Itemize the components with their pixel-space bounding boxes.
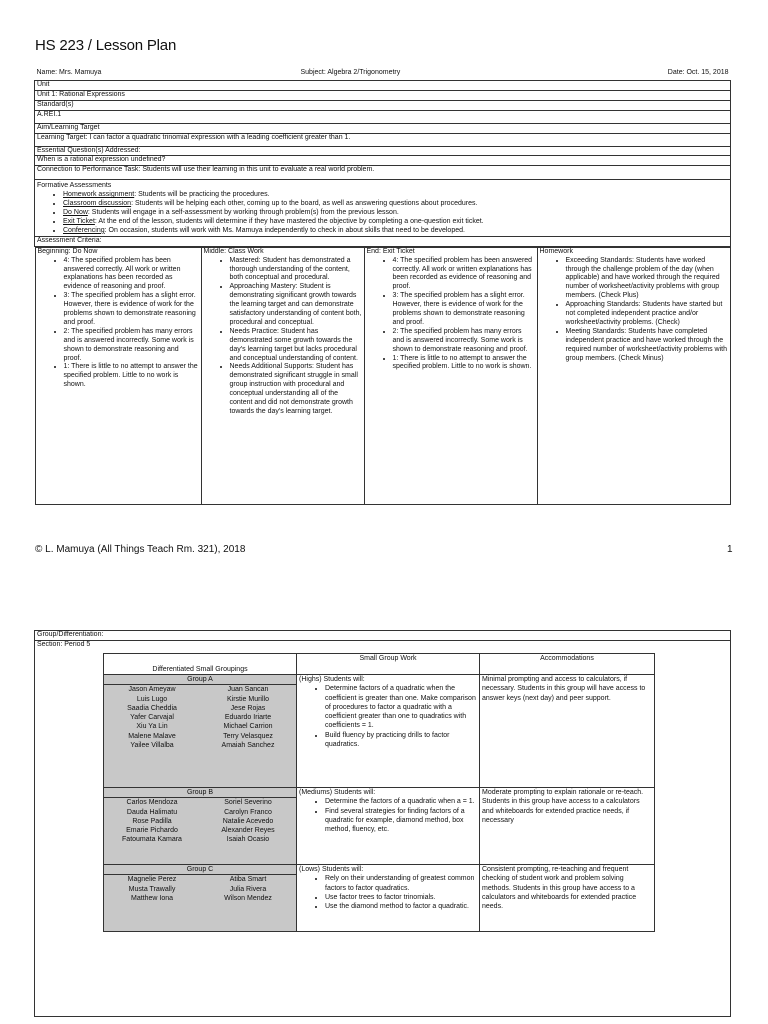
- group-a-work: [297, 675, 480, 788]
- student-name: Alexander Reyes: [221, 827, 275, 835]
- group-members: [104, 875, 296, 903]
- unit-label: Unit: [35, 80, 731, 90]
- student-name: Julia Rivera: [229, 885, 267, 893]
- list-item: • 4: The specified problem has been answered correctly. All work or written explanations has been recorded as evidence of reasoning and proof.: [64, 257, 199, 293]
- formative-list: [37, 191, 728, 236]
- group-members: [104, 798, 296, 844]
- group-members: [104, 685, 296, 750]
- formative-key: Do Now: [63, 209, 88, 217]
- formative-key: Classroom discussion: [63, 200, 132, 208]
- group-b-accommodations: Moderate prompting to explain rationale or re-teach. Students in this group have access to a calculators and whiteboards for extended practice needs, if necessary: [480, 788, 655, 865]
- lesson-plan-table: [34, 67, 731, 505]
- connection: [35, 166, 731, 180]
- formative-text: : Students will be practicing the procedures.: [134, 191, 270, 199]
- standards-value: A.REI.1: [35, 110, 731, 123]
- group-c-cell: [104, 865, 297, 932]
- list-item: • 1: There is little to no attempt to answer the specified problem. Little to no work is shown.: [64, 363, 199, 390]
- student-name: Kirstie Murillo: [226, 695, 269, 703]
- student-name: Carolyn Franco: [224, 808, 272, 816]
- subject: Subject: Algebra 2/Trigonometry: [299, 67, 623, 80]
- list-item: • Needs Practice: Student has demonstrated some growth towards the day's learning target but lacks procedural and conceptual understanding of content.: [230, 328, 362, 364]
- student-name: Michael Carrion: [223, 723, 273, 731]
- formative-text: : On occasion, students will work with Ms. Mamuya independently to check in about skills that need to be developed.: [104, 226, 465, 234]
- student-name: Matthew Iona: [130, 894, 174, 902]
- criteria-beginning: [35, 247, 201, 504]
- student-name: Luis Lugo: [136, 695, 168, 703]
- list-item: • Build fluency by practicing drills to factor quadratics.: [325, 731, 477, 750]
- criteria-end: [364, 247, 537, 504]
- student-name: Dauda Halimatu: [126, 808, 178, 816]
- col-groupings: Differentiated Small Groupings: [104, 654, 297, 675]
- unit-value: Unit 1: Rational Expressions: [35, 90, 731, 100]
- essential-value: When is a rational expression undefined?: [35, 156, 731, 166]
- section-label: Section: Period 5: [35, 640, 731, 1016]
- group-a-cell: [104, 675, 297, 788]
- aim-label: Aim/Learning Target: [35, 123, 731, 133]
- student-name: Isaiah Ocasio: [226, 836, 270, 844]
- list-item: [63, 218, 728, 227]
- list-item: • Rely on their understanding of greatest common factors to factor quadratics.: [325, 874, 477, 893]
- student-name: Fatoumata Kamara: [122, 836, 182, 844]
- student-name: Amaiah Sanchez: [221, 742, 275, 750]
- group-name: Group A: [104, 675, 296, 685]
- page-number: 1: [727, 544, 733, 555]
- student-name: Musta Trawally: [128, 885, 176, 893]
- group-name: Group B: [104, 788, 296, 798]
- essential-label: Essential Question(s) Addressed:: [35, 146, 731, 156]
- list-item: • 3: The specified problem has a slight error. However, there is evidence of work for the problems shown to demonstrate reasoning and proof.: [64, 292, 199, 328]
- list-item: • 1: There is little to no attempt to answer the specified problem. Little to no work is shown.: [393, 355, 535, 373]
- copyright-footer: © L. Mamuya (All Things Teach Rm. 321), 2018: [35, 544, 246, 555]
- student-name: Yailee Villalba: [130, 742, 174, 750]
- student-name: Wilson Mendez: [224, 894, 272, 902]
- group-c-work: [297, 865, 480, 932]
- date: Date: Oct. 15, 2018: [623, 67, 731, 80]
- formative-label: Formative Assessments: [37, 182, 112, 190]
- formative-key: Homework assignment: [63, 191, 135, 199]
- list-item: • Use factor trees to factor trinomials.: [325, 893, 477, 902]
- criteria-homework: [537, 247, 730, 504]
- list-item: [63, 227, 728, 236]
- list-item: • Needs Additional Supports: Student has demonstrated significant struggle in small group instruction with procedural and conceptual understanding all of the content and did not demonstrate growth towards the day's learning target.: [230, 363, 362, 416]
- list-item: [63, 209, 728, 218]
- list-item: • Determine factors of a quadratic when the coefficient is greater than one. Make comparison of procedures to factor a quadratic with a coefficient greater than one to quadratics with coefficients = 1.: [325, 684, 477, 730]
- student-name: Soriel Severino: [224, 799, 272, 807]
- work-head: (Mediums) Students will:: [299, 789, 376, 796]
- connection-text: Students will use their learning in this unit to evaluate a real world problem.: [140, 166, 375, 174]
- student-name: Magnelie Perez: [127, 876, 177, 884]
- criteria-label: Assessment Criteria:: [35, 236, 731, 246]
- group-label: Group/Differentiation:: [35, 631, 731, 641]
- student-name: Atiba Smart: [229, 876, 267, 884]
- col-work: Small Group Work: [297, 654, 480, 675]
- student-name: Rose Padilla: [132, 817, 172, 825]
- criteria-head: Beginning: Do Now: [37, 247, 98, 255]
- list-item: • 3: The specified problem has a slight error. However, there is evidence of work for the problems shown to demonstrate reasoning and proof.: [393, 292, 535, 328]
- criteria-head: End: Exit Ticket: [366, 247, 415, 255]
- student-name: Natalie Acevedo: [222, 817, 274, 825]
- group-a-accommodations: Minimal prompting and access to calculators, if necessary. Students in this group will have access to answer keys (next day) and peer support.: [480, 675, 655, 788]
- formative-text: : At the end of the lesson, students will determine if they have mastered the objective by completing a one-question exit ticket.: [94, 217, 484, 225]
- criteria-head: Middle: Class Work: [203, 247, 264, 255]
- work-head: (Highs) Students will:: [299, 676, 365, 683]
- student-name: Xiu Ya Lin: [136, 723, 168, 731]
- col-accommodations: Accommodations: [480, 654, 655, 675]
- list-item: • 2: The specified problem has many errors and is answered incorrectly. Some work is shown to demonstrate reasoning and proof.: [393, 328, 535, 355]
- standards-label: Standard(s): [35, 100, 731, 110]
- criteria-middle: [201, 247, 364, 504]
- list-item: [63, 200, 728, 209]
- student-name: Yafer Carvajal: [130, 714, 174, 722]
- work-head: (Lows) Students will:: [299, 866, 364, 873]
- teacher-name: Name: Mrs. Mamuya: [35, 67, 299, 80]
- list-item: • Use the diamond method to factor a quadratic.: [325, 902, 477, 911]
- list-item: • 2: The specified problem has many errors and is answered incorrectly. Some work is shown to demonstrate reasoning and proof.: [64, 328, 199, 364]
- student-name: Eduardo Iriarte: [224, 714, 272, 722]
- student-name: Terry Velasquez: [223, 732, 273, 740]
- formative-key: Conferencing: [63, 226, 105, 234]
- criteria-head: Homework: [539, 247, 573, 255]
- page-title: HS 223 / Lesson Plan: [35, 37, 177, 54]
- group-name: Group C: [104, 865, 296, 875]
- group-b-work: [297, 788, 480, 865]
- list-item: • Determine the factors of a quadratic when a = 1.: [325, 797, 477, 806]
- list-item: • Approaching Mastery: Student is demonstrating significant growth towards the learning target and can demonstrate satisfactory understanding of content both, procedural and conceptual.: [230, 283, 362, 328]
- student-name: Jason Ameyaw: [128, 686, 176, 694]
- list-item: • Mastered: Student has demonstrated a thorough understanding of the content, both conceptual and procedural.: [230, 257, 362, 284]
- student-name: Juan Sancan: [227, 686, 269, 694]
- groupings-table: [103, 653, 655, 932]
- list-item: • Exceeding Standards: Students have worked through the challenge problem of the day (when applicable) and have worked through the required number of worksheet/activity problems with group members. (Check Plus): [566, 257, 728, 302]
- criteria-table: [35, 247, 731, 505]
- formative-text: : Students will engage in a self-assessment by working through problem(s) from the previous lesson.: [87, 209, 399, 217]
- group-c-accommodations: Consistent prompting, re-teaching and frequent checking of student work and problem solving methods. Students in this group have access to a calculators and whiteboards for extended practice needs.: [480, 865, 655, 932]
- list-item: [63, 191, 728, 200]
- list-item: • Find several strategies for finding factors of a quadratic for example, diamond method, box method, fluency, etc.: [325, 807, 477, 835]
- formative-assessments: [35, 180, 731, 236]
- student-name: Carlos Mendoza: [126, 799, 178, 807]
- list-item: • Meeting Standards: Students have completed independent practice and have worked through the required number of worksheet/activity problems with group members. (Check Minus): [566, 328, 728, 364]
- student-name: Emarie Pichardo: [126, 827, 178, 835]
- student-name: Jese Rojas: [230, 704, 266, 712]
- formative-key: Exit Ticket: [63, 217, 95, 225]
- learning-target: Learning Target: I can factor a quadratic trinomial expression with a leading coefficient greater than 1.: [35, 133, 731, 146]
- connection-prefix: Connection to Performance Task:: [37, 166, 141, 174]
- formative-text: : Students will be helping each other, coming up to the board, as well as answering questions about procedures.: [131, 200, 478, 208]
- list-item: • Approaching Standards: Students have started but not completed independent practice and/or worksheet/activity problems. (Check): [566, 301, 728, 328]
- student-name: Malene Malave: [128, 732, 176, 740]
- student-name: Saadia Cheddia: [127, 704, 177, 712]
- group-b-cell: [104, 788, 297, 865]
- list-item: • 4: The specified problem has been answered correctly. All work or written explanations has been recorded as evidence of reasoning and proof.: [393, 257, 535, 293]
